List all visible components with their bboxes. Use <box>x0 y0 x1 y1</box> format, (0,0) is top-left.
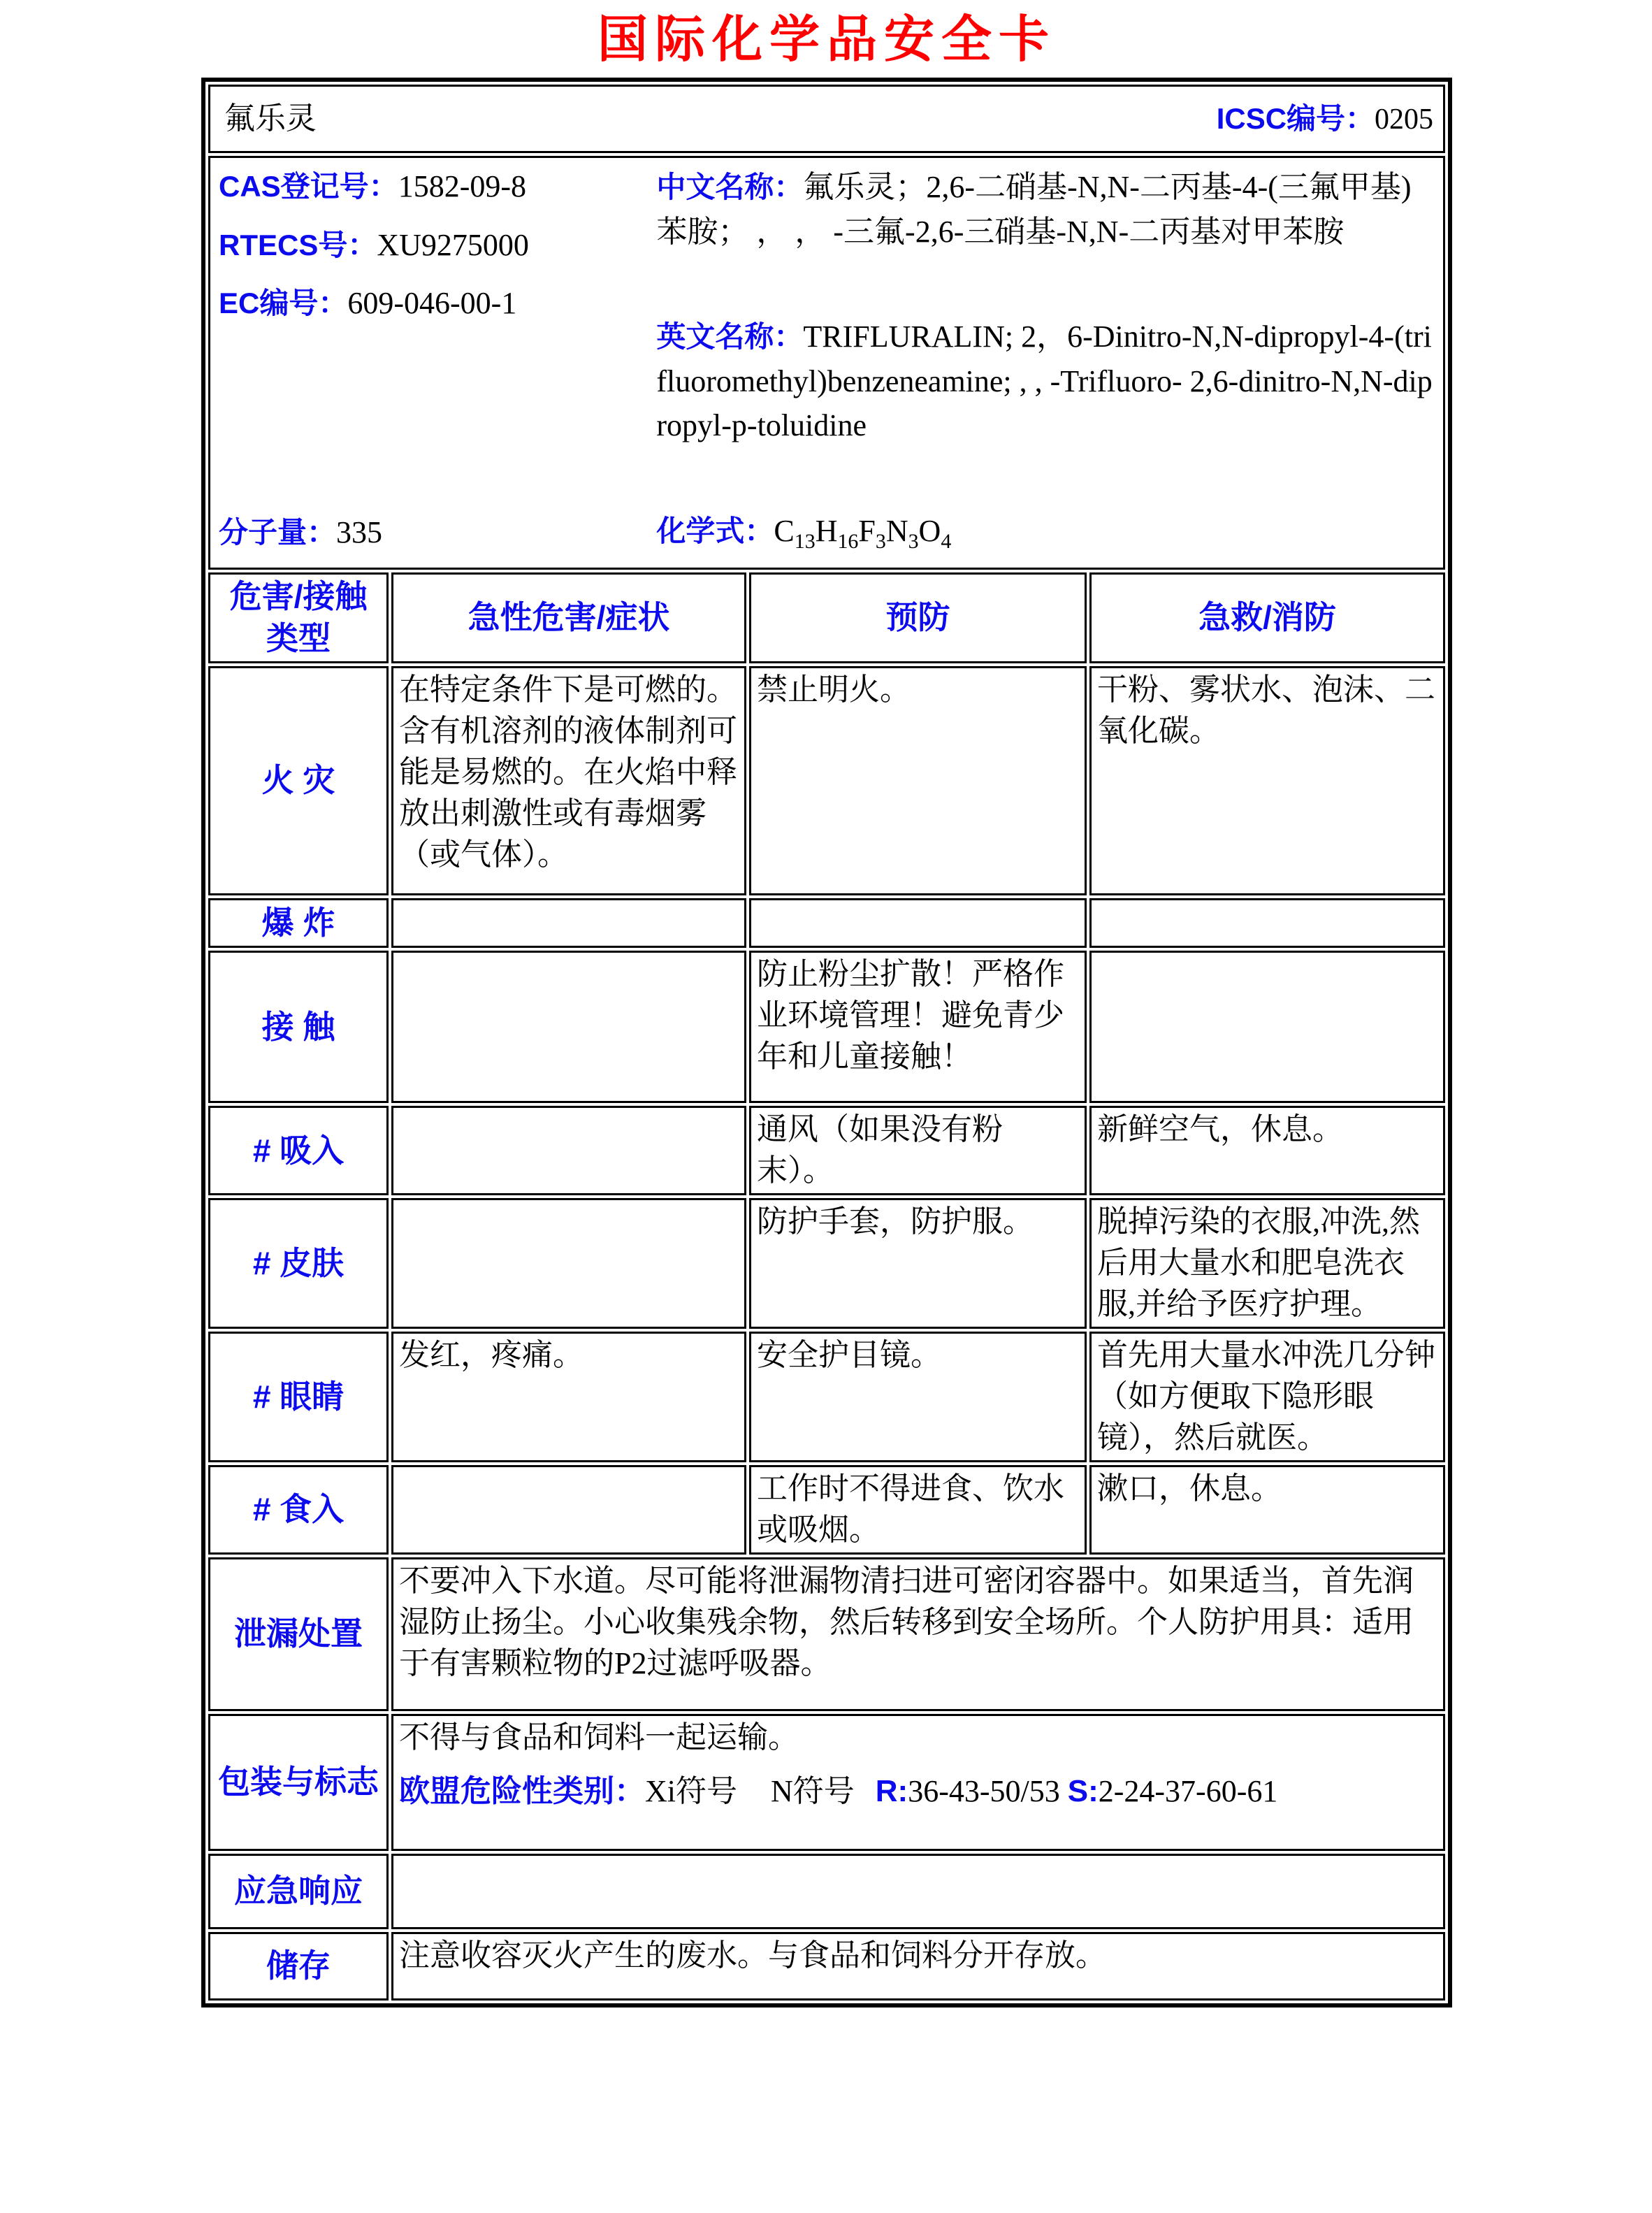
ec-value: 609-046-00-1 <box>347 286 517 321</box>
eyes-prevention: 安全护目镜。 <box>749 1332 1087 1462</box>
row-label-eyes: # 眼睛 <box>208 1332 389 1462</box>
row-label-exposure: 接 触 <box>208 951 389 1103</box>
eyes-firstaid: 首先用大量水冲洗几分钟（如方便取下隐形眼镜），然后就医。 <box>1089 1332 1445 1462</box>
s-phrases-label: S: <box>1067 1773 1099 1808</box>
icsc-number-value: 0205 <box>1375 103 1434 136</box>
explosion-symptoms <box>391 898 746 949</box>
rtecs-number-line <box>219 224 656 267</box>
column-header-prevention: 预防 <box>749 572 1087 663</box>
molecular-weight-line <box>219 511 656 554</box>
card-header-row <box>208 85 1445 153</box>
chinese-name-value: 氟乐灵；2,6-二硝基-N,N-二丙基-4-(三氟甲基)苯胺； ， ， -三氟-2,6-三硝基-N,N-二丙基对甲苯胺 <box>656 170 1412 249</box>
chemical-formula-line <box>656 509 1435 554</box>
english-name-label: 英文名称： <box>656 319 804 353</box>
row-label-emergency-response: 应急响应 <box>208 1854 389 1929</box>
identification-row <box>208 156 1445 570</box>
packaging-labelling-row <box>208 1714 1445 1851</box>
card-header-cell <box>208 85 1445 153</box>
english-name-value: TRIFLURALIN; 2，6-Dinitro-N,N-dipropyl-4-(tri fluoromethyl)benzeneamine; , , -Trifluoro- 2,6-dinitro-N,N-dipropyl-p-toluidine <box>656 319 1433 443</box>
exposure-prevention: 防止粉尘扩散！严格作业环境管理！避免青少年和儿童接触！ <box>749 951 1087 1103</box>
row-label-spill-disposal: 泄漏处置 <box>208 1557 389 1711</box>
row-label-explosion: 爆 炸 <box>208 898 389 949</box>
row-label-inhalation: # 吸入 <box>208 1106 389 1195</box>
packaging-labelling-content <box>391 1714 1445 1851</box>
s-phrases-value: 2-24-37-60-61 <box>1098 1773 1278 1808</box>
skin-prevention: 防护手套，防护服。 <box>749 1198 1087 1329</box>
molecular-weight-label: 分子量： <box>219 515 337 549</box>
row-label-fire: 火 灾 <box>208 666 389 895</box>
exposure-firstaid <box>1089 951 1445 1103</box>
molecular-weight-value: 335 <box>336 514 383 549</box>
substance-name: 氟乐灵 <box>224 101 317 136</box>
hazard-row-inhalation <box>208 1106 1445 1195</box>
exposure-symptoms <box>391 951 746 1103</box>
explosion-firstaid <box>1089 898 1445 949</box>
ingestion-prevention: 工作时不得进食、饮水或吸烟。 <box>749 1465 1087 1555</box>
icsc-card-table <box>201 78 1452 2007</box>
eyes-symptoms: 发红，疼痛。 <box>391 1332 746 1462</box>
row-label-packaging: 包装与标志 <box>208 1714 389 1851</box>
rtecs-value: XU9275000 <box>377 227 529 262</box>
fire-symptoms: 在特定条件下是可燃的。含有机溶剂的液体制剂可能是易燃的。在火焰中释放出刺激性或有毒烟雾（或气体）。 <box>391 666 746 895</box>
row-label-storage: 储存 <box>208 1932 389 2001</box>
eu-symbol-xi: Xi符号 <box>645 1773 737 1808</box>
hazard-row-exposure <box>208 951 1445 1103</box>
page-title: 国际化学品安全卡 <box>597 12 1056 68</box>
ingestion-firstaid: 漱口，休息。 <box>1089 1465 1445 1555</box>
inhalation-symptoms <box>391 1106 746 1195</box>
chemical-formula-value: $C_{13}H_{16}F_3N_3O_4$ <box>774 514 952 554</box>
hazard-row-eyes <box>208 1332 1445 1462</box>
eu-symbol-n: N符号 <box>771 1773 855 1808</box>
spill-disposal-content: 不要冲入下水道。尽可能将泄漏物清扫进可密闭容器中。如果适当，首先润湿防止扬尘。小心收集残余物，然后转移到安全场所。个人防护用具：适用于有害颗粒物的P2过滤呼吸器。 <box>391 1557 1445 1711</box>
skin-firstaid: 脱掉污染的衣服,冲洗,然后用大量水和肥皂洗衣服,并给予医疗护理。 <box>1089 1198 1445 1329</box>
hazard-row-fire <box>208 666 1445 895</box>
hazard-row-skin <box>208 1198 1445 1329</box>
eu-hazard-classification-line <box>399 1771 1437 1812</box>
chemical-formula-label: 化学式： <box>656 514 774 548</box>
column-header-firstaid: 急救/消防 <box>1089 572 1445 663</box>
row-label-ingestion: # 食入 <box>208 1465 389 1555</box>
hazard-row-explosion <box>208 898 1445 949</box>
english-name-paragraph <box>656 315 1435 448</box>
storage-content: 注意收容灭火产生的废水。与食品和饲料分开存放。 <box>391 1932 1445 2001</box>
r-phrases-value: 36-43-50/53 <box>908 1773 1060 1808</box>
explosion-prevention <box>749 898 1087 949</box>
eu-classification-label: 欧盟危险性类别： <box>399 1773 645 1808</box>
icsc-number-label: ICSC编号： <box>1216 101 1375 135</box>
fire-prevention: 禁止明火。 <box>749 666 1087 895</box>
r-phrases-label: R: <box>875 1773 908 1808</box>
cas-value: 1582-09-8 <box>398 169 526 204</box>
inhalation-firstaid: 新鲜空气，休息。 <box>1089 1106 1445 1195</box>
chinese-name-paragraph <box>656 165 1435 254</box>
skin-symptoms <box>391 1198 746 1329</box>
cas-label: CAS登记号： <box>219 170 398 203</box>
fire-firstaid: 干粉、雾状水、泡沫、二氧化碳。 <box>1089 666 1445 895</box>
column-header-hazard-type: 危害/接触类型 <box>208 572 389 663</box>
ec-label: EC编号： <box>219 287 348 320</box>
ingestion-symptoms <box>391 1465 746 1555</box>
chinese-name-label: 中文名称： <box>656 171 804 204</box>
inhalation-prevention: 通风（如果没有粉末）。 <box>749 1106 1087 1195</box>
rtecs-label: RTECS号： <box>219 228 377 261</box>
identification-cell <box>208 156 1445 570</box>
hazard-grid-header-row <box>208 572 1445 663</box>
icsc-number-group <box>1217 99 1437 139</box>
ec-number-line <box>219 282 656 325</box>
packaging-transport-note: 不得与食品和饲料一起运输。 <box>399 1720 799 1754</box>
storage-row <box>208 1932 1445 2001</box>
spill-disposal-row <box>208 1557 1445 1711</box>
cas-number-line <box>219 165 656 208</box>
hazard-row-ingestion <box>208 1465 1445 1555</box>
row-label-skin: # 皮肤 <box>208 1198 389 1329</box>
registry-numbers-column <box>219 165 656 554</box>
emergency-response-row <box>208 1854 1445 1929</box>
names-column <box>656 165 1435 554</box>
column-header-symptoms: 急性危害/症状 <box>391 572 746 663</box>
emergency-response-content <box>391 1854 1445 1929</box>
